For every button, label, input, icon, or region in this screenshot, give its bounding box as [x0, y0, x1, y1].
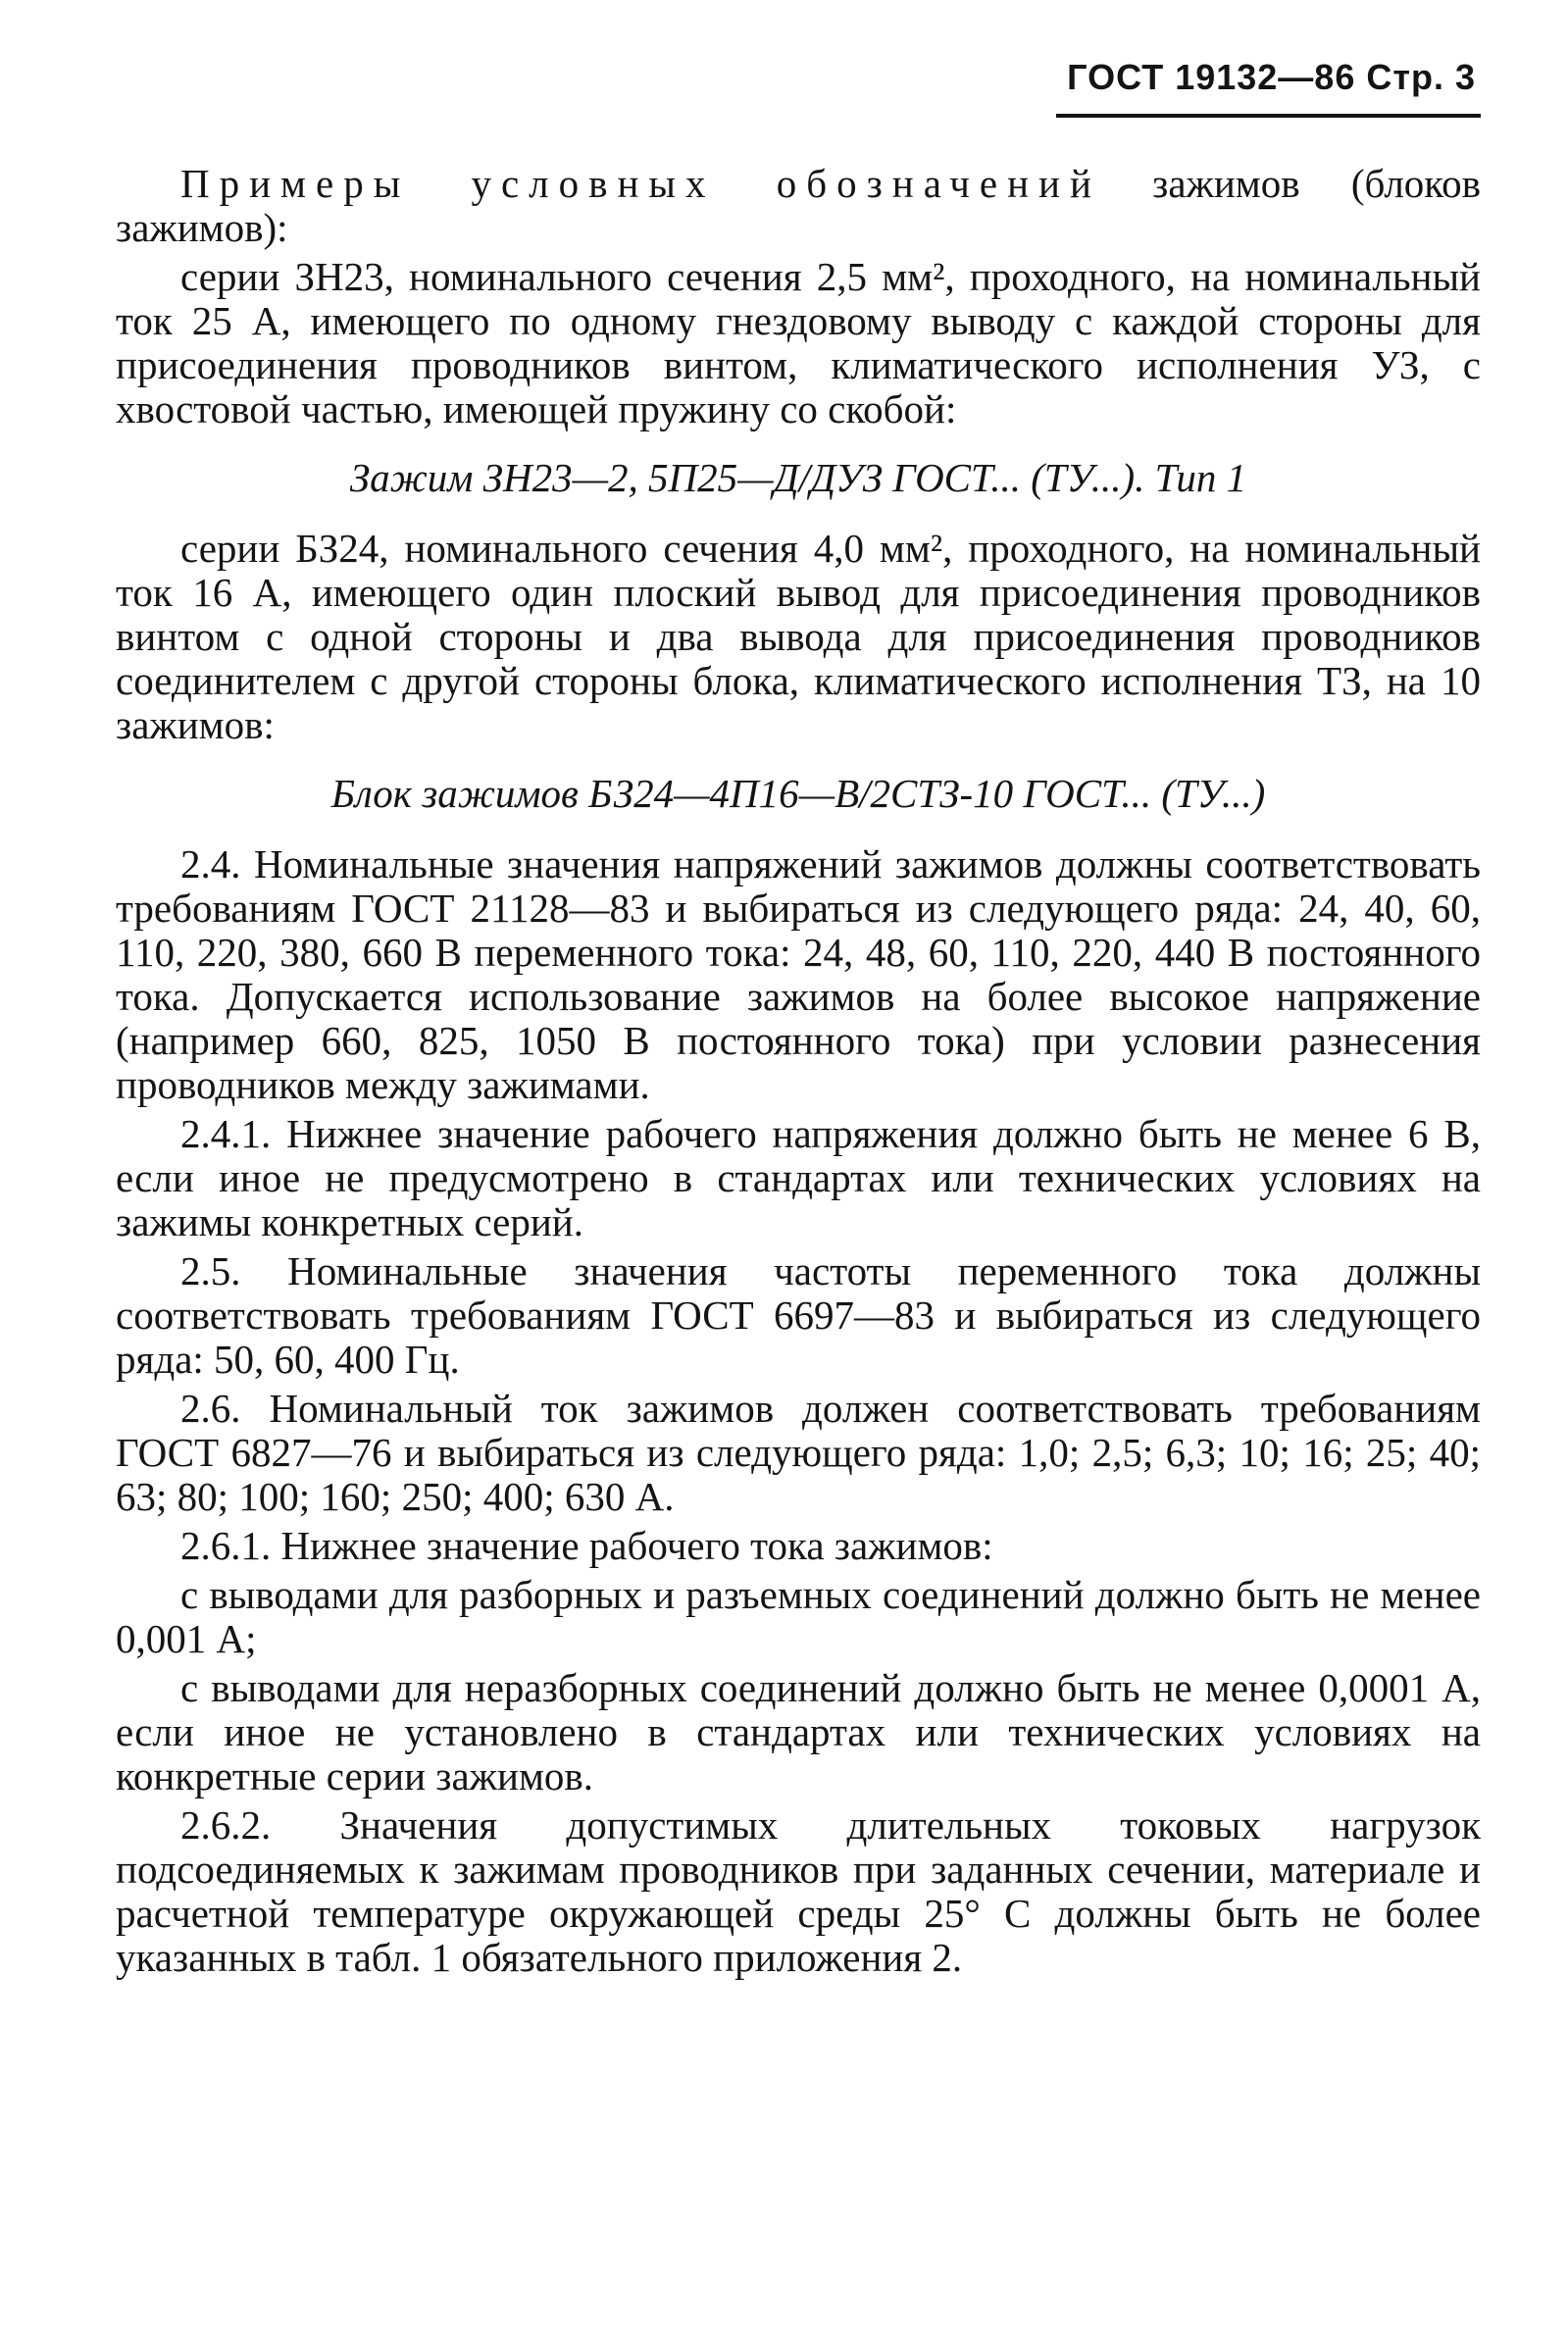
header-rule [1056, 114, 1481, 118]
clause-2-4: 2.4. Номинальные значения напряжений зажимов должны соответствовать требованиям ГОСТ 21128—83 и выбираться из следующего ряда: 24, 40, 60, 110, 220, 380, 660 В переменного тока: 24, 48, 60, 110, 220, 440 В постоянного тока. Допускается использование зажимов на более высокое напряжение (например 660, 825, 1050 В постоянного тока) при условии разнесения проводников между зажимами. [116, 841, 1481, 1107]
examples-heading-spaced: Примеры условных обозначений [180, 161, 1101, 206]
example-2-description: серии БЗ24, номинального сечения 4,0 мм², проходного, на номинальный ток 16 А, имеющего один плоский вывод для присоединения проводников винтом с одной стороны и два вывода для присоединения проводников соединителем с другой стороны блока, климатического исполнения ТЗ, на 10 зажимов: [116, 526, 1481, 747]
clause-2-5: 2.5. Номинальные значения частоты переменного тока должны соответствовать требованиям ГОСТ 6697—83 и выбираться из следующего ряда: 50, 60, 400 Гц. [116, 1248, 1481, 1382]
clause-2-6-1-item-b: с выводами для неразборных соединений должно быть не менее 0,0001 А, если иное не установлено в стандартах или технических условиях на конкретные серии зажимов. [116, 1665, 1481, 1798]
clause-2-6-1-item-a: с выводами для разборных и разъемных соединений должно быть не менее 0,001 А; [116, 1572, 1481, 1661]
examples-heading-rest: зажимов (блоков зажимов): [116, 161, 1481, 250]
example-1-designation: Зажим ЗН23—2, 5П25—Д/ДУЗ ГОСТ... (ТУ...). Тип 1 [349, 455, 1247, 500]
clause-2-4-1: 2.4.1. Нижнее значение рабочего напряжения должно быть не менее 6 В, если иное не предусмотрено в стандартах или технических условиях на зажимы конкретных серий. [116, 1111, 1481, 1244]
clause-2-6: 2.6. Номинальный ток зажимов должен соответствовать требованиям ГОСТ 6827—76 и выбираться из следующего ряда: 1,0; 2,5; 6,3; 10; 16; 25; 40; 63; 80; 100; 160; 250; 400; 630 А. [116, 1386, 1481, 1519]
clause-2-6-2: 2.6.2. Значения допустимых длительных токовых нагрузок подсоединяемых к зажимам проводников при заданных сечении, материале и расчетной температуре окружающей среды 25° С должны быть не более указанных в табл. 1 обязательного приложения 2. [116, 1802, 1481, 1980]
example-2-designation: Блок зажимов БЗ24—4П16—В/2СТЗ-10 ГОСТ... (ТУ...) [330, 771, 1266, 816]
running-head: ГОСТ 19132—86 Стр. 3 [1067, 57, 1476, 97]
clause-2-6-1: 2.6.1. Нижнее значение рабочего тока зажимов: [180, 1523, 993, 1568]
examples-heading [116, 162, 1481, 250]
example-1-description: серии ЗН23, номинального сечения 2,5 мм², проходного, на номинальный ток 25 А, имеющего по одному гнездовому выводу с каждой стороны для присоединения проводников винтом, климатического исполнения УЗ, с хвостовой частью, имеющей пружину со скобой: [116, 254, 1481, 431]
page-content [116, 162, 1481, 1980]
